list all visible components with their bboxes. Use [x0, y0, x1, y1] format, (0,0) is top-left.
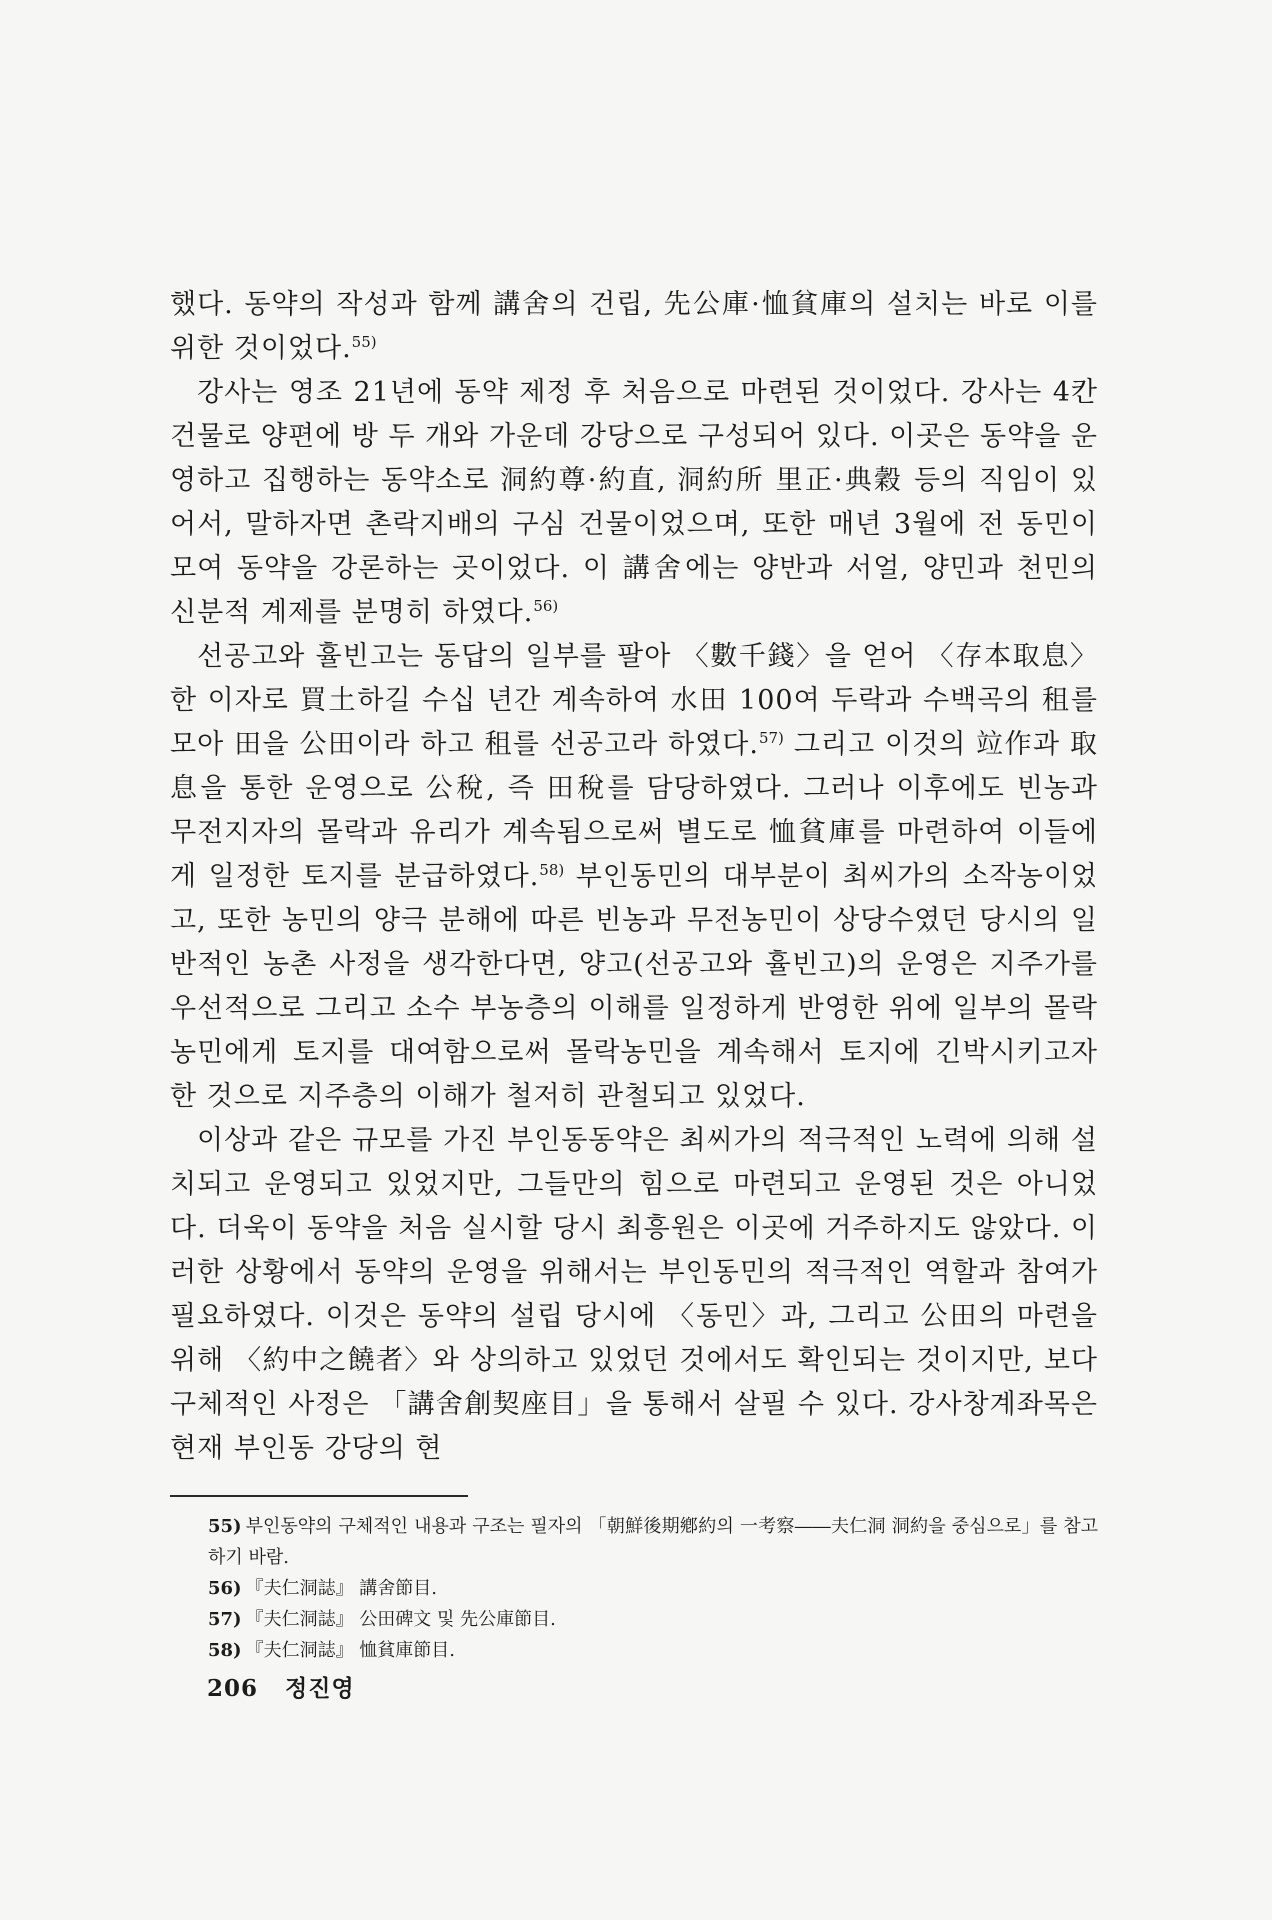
footnote-marker: 55) — [351, 333, 377, 351]
paragraph-text: 부인동민의 대부분이 최씨가의 소작농이었고, 또한 농민의 양극 분해에 따른 빈농과 무전농민이 상당수였던 당시의 일반적인 농촌 사정을 생각한다면, 양고(선공고와 휼빈고)의 운영은 지주가를 우선적으로 그리고 소수 부농층의 이해를 일정하게 반영한 위에 일부의 몰락농민에게 토지를 대여함으로써 몰락농민을 계속해서 토지에 긴박시키고자 한 것으로 지주층의 이해가 철저히 관철되고 있었다. — [170, 861, 1098, 1112]
footnote — [208, 1511, 1098, 1573]
page-folio — [207, 1670, 355, 1703]
footnote-marker: 56) — [533, 597, 559, 615]
footnote-marker: 57) — [758, 729, 784, 747]
footnotes — [170, 1511, 1098, 1666]
footnote-marker: 58) — [539, 861, 565, 879]
paragraph-text: 이상과 같은 규모를 가진 부인동동약은 최씨가의 적극적인 노력에 의해 설치되고 운영되고 있었지만, 그들만의 힘으로 마련되고 운영된 것은 아니었다. 더욱이 동약을 처음 실시할 당시 최흥원은 이곳에 거주하지도 않았다. 이러한 상황에서 동약의 운영을 위해서는 부인동민의 적극적인 역할과 참여가 필요하였다. 이것은 동약의 설립 당시에 〈동민〉과, 그리고 公田의 마련을 위해 〈約中之饒者〉와 상의하고 있었던 것에서도 확인되는 것이지만, 보다 구체적인 사정은 「講舍創契座目」을 통해서 살필 수 있다. 강사창계좌목은 현재 부인동 강당의 현 — [170, 1125, 1098, 1464]
footnote-number: 55) — [208, 1516, 242, 1537]
paragraph — [170, 1119, 1098, 1471]
paragraph-text: 했다. 동약의 작성과 함께 講舍의 건립, 先公庫·恤貧庫의 설치는 바로 이를 위한 것이었다. — [170, 289, 1098, 364]
footnote-text: 『夫仁洞誌』 恤貧庫節目. — [245, 1640, 456, 1661]
author-name: 정진영 — [285, 1675, 355, 1702]
footnote-text: 『夫仁洞誌』 公田碑文 및 先公庫節目. — [245, 1609, 556, 1630]
paragraph — [170, 371, 1098, 635]
footnote-rule — [170, 1495, 468, 1497]
page-number: 206 — [207, 1675, 259, 1702]
footnote-number: 58) — [208, 1640, 242, 1661]
page-body — [170, 283, 1098, 1666]
footnote — [208, 1604, 1098, 1635]
footnote-number: 57) — [208, 1609, 242, 1630]
paragraph-text: 그리고 이것의 竝作과 取息을 통한 운영으로 公稅, 즉 田稅를 담당하였다. 그러나 이후에도 빈농과 무전지자의 몰락과 유리가 계속됨으로써 별도로 恤貧庫를 마련하여 이들에게 일정한 토지를 분급하였다. — [170, 729, 1098, 892]
body-text — [170, 283, 1098, 1471]
footnote — [208, 1635, 1098, 1666]
footnote-text: 『夫仁洞誌』 講舍節目. — [245, 1578, 438, 1599]
paragraph — [170, 635, 1098, 1119]
footnote-text: 부인동약의 구체적인 내용과 구조는 필자의 「朝鮮後期鄕約의 一考察――夫仁洞 洞約을 중심으로」를 참고하기 바람. — [208, 1516, 1098, 1568]
footnote — [208, 1573, 1098, 1604]
footnote-number: 56) — [208, 1578, 242, 1599]
paragraph — [170, 283, 1098, 371]
paragraph-text: 선공고와 휼빈고는 동답의 일부를 팔아 〈數千錢〉을 얻어 〈存本取息〉한 이자로 買土하길 수십 년간 계속하여 水田 100여 두락과 수백곡의 租를 모아 田을 公田이라 하고 租를 선공고라 하였다. — [170, 641, 1098, 760]
paragraph-text: 강사는 영조 21년에 동약 제정 후 처음으로 마련된 것이었다. 강사는 4칸 건물로 양편에 방 두 개와 가운데 강당으로 구성되어 있다. 이곳은 동약을 운영하고 집행하는 동약소로 洞約尊·約直, 洞約所 里正·典穀 등의 직임이 있어서, 말하자면 촌락지배의 구심 건물이었으며, 또한 매년 3월에 전 동민이 모여 동약을 강론하는 곳이었다. 이 講舍에는 양반과 서얼, 양민과 천민의 신분적 계제를 분명히 하였다. — [170, 377, 1098, 628]
